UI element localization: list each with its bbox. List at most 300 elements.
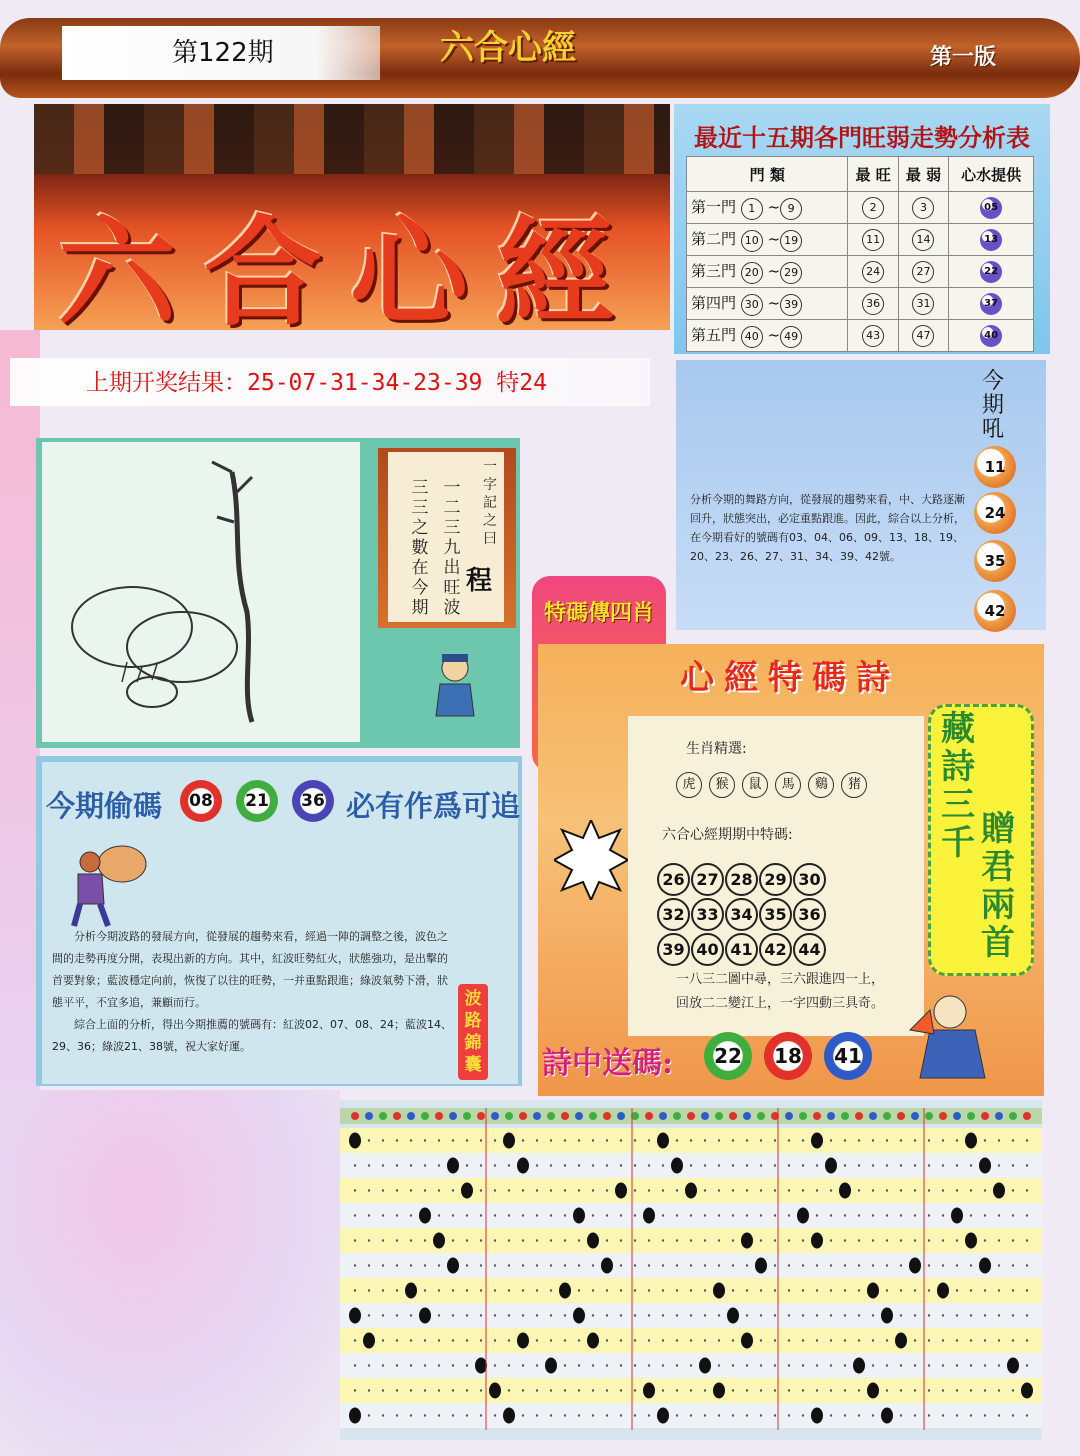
chart-header-ball (463, 1112, 471, 1120)
chart-grid-dot (928, 1339, 930, 1341)
chart-grid-dot (872, 1214, 874, 1216)
chart-grid-dot (536, 1414, 538, 1416)
chart-grid-dot (662, 1339, 664, 1341)
door-to: 9 (780, 198, 802, 220)
chart-grid-dot (592, 1389, 594, 1391)
chart-header-ball (981, 1112, 989, 1120)
chart-hit-mark (503, 1133, 515, 1149)
chart-grid-dot (746, 1139, 748, 1141)
chart-grid-dot (802, 1189, 804, 1191)
tip-number: 37 (980, 293, 1002, 315)
chart-grid-dot (1026, 1364, 1028, 1366)
chart-grid-dot (760, 1189, 762, 1191)
chart-header-ball (939, 1112, 947, 1120)
chart-grid-dot (970, 1264, 972, 1266)
chart-hit-mark (979, 1158, 991, 1174)
tip-number: 13 (980, 229, 1002, 251)
chart-grid-dot (1026, 1139, 1028, 1141)
chart-grid-dot (830, 1389, 832, 1391)
chart-grid-dot (914, 1389, 916, 1391)
chart-grid-dot (508, 1264, 510, 1266)
steal-ball: 36 (292, 780, 334, 822)
chart-hit-mark (573, 1308, 585, 1324)
chart-hit-mark (951, 1208, 963, 1224)
chart-grid-dot (998, 1264, 1000, 1266)
special-number: 35 (759, 898, 792, 931)
chart-grid-dot (998, 1364, 1000, 1366)
chart-grid-dot (690, 1164, 692, 1166)
chart-grid-dot (774, 1339, 776, 1341)
chart-hit-mark (671, 1158, 683, 1174)
chart-grid-dot (382, 1189, 384, 1191)
chart-hit-mark (657, 1408, 669, 1424)
chart-grid-dot (704, 1389, 706, 1391)
chart-grid-dot (466, 1164, 468, 1166)
chart-grid-dot (858, 1164, 860, 1166)
door-from: 1 (741, 198, 763, 220)
chart-grid-dot (494, 1164, 496, 1166)
chart-header-ball (617, 1112, 625, 1120)
chart-grid-dot (732, 1189, 734, 1191)
special-number: 28 (725, 863, 758, 896)
chart-grid-dot (382, 1139, 384, 1141)
chart-grid-dot (970, 1364, 972, 1366)
chart-grid-dot (648, 1339, 650, 1341)
chart-grid-dot (382, 1389, 384, 1391)
chart-grid-dot (578, 1364, 580, 1366)
chart-grid-dot (718, 1189, 720, 1191)
chart-grid-dot (382, 1164, 384, 1166)
chart-grid-dot (1026, 1264, 1028, 1266)
door-to: 29 (780, 262, 802, 284)
chart-grid-dot (1026, 1339, 1028, 1341)
chart-grid-dot (368, 1214, 370, 1216)
scholar-cartoon (430, 650, 480, 720)
door-to: 19 (780, 230, 802, 252)
chart-grid-dot (494, 1414, 496, 1416)
chart-grid-dot (704, 1414, 706, 1416)
chart-grid-dot (802, 1314, 804, 1316)
chart-hit-mark (839, 1183, 851, 1199)
chart-grid-dot (634, 1314, 636, 1316)
door-cell: 第四門 30 ~ 39 (687, 288, 848, 320)
chart-grid-dot (606, 1189, 608, 1191)
chart-grid-dot (382, 1289, 384, 1291)
chart-grid-dot (480, 1239, 482, 1241)
chart-grid-dot (718, 1264, 720, 1266)
chart-grid-dot (984, 1364, 986, 1366)
weak-number: 3 (912, 197, 934, 219)
chart-grid-dot (690, 1339, 692, 1341)
chart-grid-dot (956, 1314, 958, 1316)
chart-grid-dot (732, 1164, 734, 1166)
chart-grid-dot (480, 1264, 482, 1266)
chart-grid-dot (900, 1414, 902, 1416)
door-table-title: 最近十五期各門旺弱走勢分析表 (694, 123, 1030, 152)
chart-grid-dot (718, 1139, 720, 1141)
chart-grid-dot (900, 1189, 902, 1191)
chart-hit-mark (797, 1208, 809, 1224)
weak-number: 27 (912, 261, 934, 283)
chart-grid-dot (438, 1189, 440, 1191)
chart-grid-dot (998, 1214, 1000, 1216)
chart-header-ball (911, 1112, 919, 1120)
chart-grid-dot (410, 1314, 412, 1316)
chart-grid-dot (704, 1189, 706, 1191)
chart-grid-dot (886, 1289, 888, 1291)
chart-grid-dot (620, 1139, 622, 1141)
chart-grid-dot (662, 1389, 664, 1391)
chart-grid-dot (578, 1339, 580, 1341)
chart-grid-dot (970, 1339, 972, 1341)
chart-grid-dot (480, 1214, 482, 1216)
chart-hit-mark (741, 1333, 753, 1349)
chart-grid-dot (452, 1414, 454, 1416)
chart-grid-dot (536, 1214, 538, 1216)
chart-header-ball (519, 1112, 527, 1120)
chart-grid-dot (844, 1364, 846, 1366)
poem-title: 心經特碼詩 (680, 658, 900, 698)
chart-hit-mark (699, 1358, 711, 1374)
chart-grid-dot (550, 1289, 552, 1291)
chart-grid-dot (802, 1339, 804, 1341)
chart-grid-dot (928, 1314, 930, 1316)
dot-trend-chart (340, 1100, 1042, 1440)
chart-grid-dot (774, 1364, 776, 1366)
strong-number: 11 (862, 229, 884, 251)
special-numbers-label: 六合心經期期中特碼: (662, 827, 793, 843)
chart-hit-mark (1021, 1383, 1033, 1399)
chart-grid-dot (424, 1239, 426, 1241)
gift-ball: 18 (764, 1032, 812, 1080)
chart-grid-dot (606, 1414, 608, 1416)
chart-grid-dot (816, 1214, 818, 1216)
special-number: 32 (657, 898, 690, 931)
chart-grid-dot (984, 1389, 986, 1391)
chart-grid-dot (354, 1264, 356, 1266)
chart-grid-dot (928, 1264, 930, 1266)
chart-grid-dot (690, 1289, 692, 1291)
chart-grid-dot (690, 1364, 692, 1366)
chart-grid-dot (592, 1164, 594, 1166)
chart-grid-dot (872, 1339, 874, 1341)
chart-grid-dot (480, 1414, 482, 1416)
chart-grid-dot (984, 1189, 986, 1191)
chart-grid-dot (830, 1339, 832, 1341)
steal-ball: 21 (236, 780, 278, 822)
chart-grid-dot (802, 1414, 804, 1416)
chart-grid-dot (620, 1264, 622, 1266)
chart-grid-dot (956, 1389, 958, 1391)
chart-grid-dot (634, 1289, 636, 1291)
chart-grid-dot (606, 1339, 608, 1341)
chart-grid-dot (550, 1264, 552, 1266)
chart-grid-dot (396, 1139, 398, 1141)
door-name: 第二門 (691, 229, 737, 248)
special-number: 41 (725, 933, 758, 966)
chart-hit-mark (937, 1283, 949, 1299)
strong-cell (848, 224, 898, 256)
chart-grid-dot (984, 1239, 986, 1241)
col-header-strong: 最 旺 (848, 157, 898, 192)
chart-grid-dot (606, 1364, 608, 1366)
banner-title: 六合心經 (58, 203, 643, 342)
chart-grid-dot (928, 1289, 930, 1291)
chart-hit-mark (447, 1158, 459, 1174)
chart-grid-dot (676, 1339, 678, 1341)
chart-grid-dot (886, 1264, 888, 1266)
last-draw-result: 上期开奖结果：25-07-31-34-23-39 特24 (86, 370, 547, 396)
chart-grid-dot (550, 1189, 552, 1191)
steal-code-suffix: 必有作爲可追 (346, 789, 521, 823)
chart-hit-mark (419, 1308, 431, 1324)
chart-grid-dot (424, 1289, 426, 1291)
chart-grid-dot (844, 1264, 846, 1266)
chart-grid-dot (634, 1189, 636, 1191)
chart-grid-dot (844, 1414, 846, 1416)
chart-grid-dot (956, 1164, 958, 1166)
chart-grid-dot (690, 1314, 692, 1316)
chart-grid-dot (494, 1189, 496, 1191)
door-to: 39 (780, 294, 802, 316)
chart-grid-dot (998, 1414, 1000, 1416)
chart-header-ball (1009, 1112, 1017, 1120)
chart-grid-dot (928, 1414, 930, 1416)
chart-hit-mark (601, 1258, 613, 1274)
chart-grid-dot (648, 1364, 650, 1366)
chart-grid-dot (746, 1189, 748, 1191)
chart-grid-dot (872, 1414, 874, 1416)
chart-grid-dot (522, 1389, 524, 1391)
chart-grid-dot (942, 1364, 944, 1366)
chart-grid-dot (662, 1239, 664, 1241)
tree-sketch-illustration (42, 442, 360, 742)
chart-grid-dot (466, 1389, 468, 1391)
chart-grid-dot (774, 1164, 776, 1166)
chart-header-ball (673, 1112, 681, 1120)
chart-grid-dot (676, 1264, 678, 1266)
chart-grid-dot (858, 1414, 860, 1416)
chart-hit-mark (615, 1183, 627, 1199)
chart-hit-mark (1007, 1358, 1019, 1374)
chart-grid-dot (550, 1414, 552, 1416)
chart-grid-dot (900, 1214, 902, 1216)
chart-grid-dot (438, 1139, 440, 1141)
chart-grid-dot (802, 1389, 804, 1391)
chart-grid-dot (410, 1189, 412, 1191)
chart-grid-dot (1026, 1214, 1028, 1216)
chart-hit-mark (517, 1158, 529, 1174)
chart-grid-dot (704, 1339, 706, 1341)
chart-grid-dot (396, 1339, 398, 1341)
chart-grid-dot (816, 1164, 818, 1166)
col-header-weak: 最 弱 (898, 157, 948, 192)
chart-hit-mark (419, 1208, 431, 1224)
chart-grid-dot (760, 1339, 762, 1341)
chart-grid-dot (578, 1389, 580, 1391)
chart-grid-dot (914, 1339, 916, 1341)
chart-grid-dot (648, 1239, 650, 1241)
weak-cell (898, 320, 948, 352)
door-from: 10 (741, 230, 763, 252)
special-number: 26 (657, 863, 690, 896)
chart-grid-dot (844, 1164, 846, 1166)
chart-grid-dot (494, 1339, 496, 1341)
chart-grid-dot (508, 1389, 510, 1391)
chart-grid-dot (676, 1314, 678, 1316)
chart-grid-dot (760, 1239, 762, 1241)
chart-grid-dot (928, 1189, 930, 1191)
chart-grid-dot (774, 1414, 776, 1416)
issue-number: 第122期 (62, 26, 380, 80)
chart-grid-dot (522, 1364, 524, 1366)
chart-hit-mark (825, 1158, 837, 1174)
chart-grid-dot (956, 1289, 958, 1291)
chart-grid-dot (522, 1139, 524, 1141)
special-number: 33 (691, 898, 724, 931)
chart-grid-dot (620, 1364, 622, 1366)
chart-grid-dot (676, 1239, 678, 1241)
chart-grid-dot (536, 1339, 538, 1341)
strong-number: 24 (862, 261, 884, 283)
chart-grid-dot (956, 1139, 958, 1141)
chart-grid-dot (690, 1239, 692, 1241)
chart-grid-dot (676, 1364, 678, 1366)
chart-grid-dot (592, 1264, 594, 1266)
chart-grid-dot (788, 1389, 790, 1391)
chart-grid-dot (662, 1364, 664, 1366)
chart-hit-mark (979, 1258, 991, 1274)
chart-header-ball (953, 1112, 961, 1120)
chart-grid-dot (984, 1214, 986, 1216)
chart-hit-mark (587, 1233, 599, 1249)
chart-hit-mark (993, 1183, 1005, 1199)
chart-grid-dot (522, 1239, 524, 1241)
chart-grid-dot (676, 1189, 678, 1191)
chart-grid-dot (802, 1264, 804, 1266)
chart-grid-dot (1026, 1289, 1028, 1291)
chart-grid-dot (830, 1239, 832, 1241)
chart-grid-dot (438, 1389, 440, 1391)
chart-hit-mark (881, 1308, 893, 1324)
chart-grid-dot (788, 1314, 790, 1316)
chart-grid-dot (914, 1164, 916, 1166)
chart-header-ball (869, 1112, 877, 1120)
chart-grid-dot (886, 1164, 888, 1166)
special-number: 39 (657, 933, 690, 966)
chart-grid-dot (956, 1239, 958, 1241)
chart-grid-dot (1012, 1139, 1014, 1141)
chart-grid-dot (914, 1314, 916, 1316)
chart-grid-dot (858, 1389, 860, 1391)
chart-grid-dot (872, 1364, 874, 1366)
analysis-ball: 11 (974, 446, 1016, 488)
chart-grid-dot (410, 1264, 412, 1266)
chart-header-ball (645, 1112, 653, 1120)
chart-grid-dot (802, 1164, 804, 1166)
chart-grid-dot (746, 1164, 748, 1166)
chart-grid-dot (914, 1414, 916, 1416)
gift-numbers-label: 詩中送碼: (542, 1046, 674, 1081)
chart-grid-dot (956, 1414, 958, 1416)
col-header-tip: 心水提供 (949, 157, 1034, 192)
chart-grid-dot (452, 1139, 454, 1141)
chart-hit-mark (349, 1408, 361, 1424)
chart-grid-dot (396, 1264, 398, 1266)
zodiac-pick: 猴 (709, 772, 735, 798)
chart-grid-dot (396, 1289, 398, 1291)
chart-grid-dot (354, 1389, 356, 1391)
chart-header-ball (575, 1112, 583, 1120)
chart-grid-dot (438, 1314, 440, 1316)
chart-grid-dot (522, 1214, 524, 1216)
chart-grid-dot (606, 1164, 608, 1166)
chart-grid-dot (606, 1289, 608, 1291)
chart-grid-dot (816, 1389, 818, 1391)
door-cell: 第五門 40 ~ 49 (687, 320, 848, 352)
chart-header-ball (855, 1112, 863, 1120)
chart-hit-mark (643, 1383, 655, 1399)
chart-grid-dot (788, 1289, 790, 1291)
chart-hit-mark (909, 1258, 921, 1274)
chart-grid-dot (494, 1314, 496, 1316)
chart-grid-dot (522, 1264, 524, 1266)
chart-grid-dot (802, 1139, 804, 1141)
chart-header-ball (687, 1112, 695, 1120)
chart-header-ball (967, 1112, 975, 1120)
chart-grid-dot (774, 1314, 776, 1316)
chart-hit-mark (489, 1383, 501, 1399)
chart-grid-dot (788, 1414, 790, 1416)
chart-grid-dot (942, 1389, 944, 1391)
chart-grid-dot (690, 1264, 692, 1266)
chart-hit-mark (853, 1358, 865, 1374)
gift-ball: 22 (704, 1032, 752, 1080)
chart-grid-dot (830, 1289, 832, 1291)
chart-grid-dot (970, 1214, 972, 1216)
chart-grid-dot (900, 1139, 902, 1141)
chart-grid-dot (942, 1339, 944, 1341)
chart-grid-dot (536, 1264, 538, 1266)
chart-grid-dot (914, 1239, 916, 1241)
chart-grid-dot (788, 1214, 790, 1216)
chart-grid-dot (550, 1239, 552, 1241)
chart-grid-dot (592, 1364, 594, 1366)
chart-grid-dot (844, 1339, 846, 1341)
chart-grid-dot (718, 1339, 720, 1341)
chart-grid-dot (522, 1189, 524, 1191)
chart-grid-dot (844, 1314, 846, 1316)
chart-grid-dot (508, 1214, 510, 1216)
chart-grid-dot (928, 1139, 930, 1141)
chart-grid-dot (620, 1389, 622, 1391)
chart-grid-dot (802, 1239, 804, 1241)
chart-header-ball (505, 1112, 513, 1120)
chart-header-ball (841, 1112, 849, 1120)
chart-grid-dot (984, 1339, 986, 1341)
chart-grid-dot (578, 1414, 580, 1416)
chart-grid-dot (396, 1314, 398, 1316)
chart-grid-dot (564, 1139, 566, 1141)
steal-analysis-para-1: 分析今期波路的發展方向，從發展的趨勢來看，經過一陣的調整之後，波色之間的走勢再度分開，表現出新的方向。其中，紅波旺勢紅火，狀態強功，是出擊的首要對象；藍波穩定向前，恢復了以往的旺勢，一并重點跟進；綠波氣勢下滑，狀態平平，不宜多追，兼顧而行。 (52, 930, 448, 1009)
zodiac-pick-label: 生肖精選: (686, 741, 747, 757)
chart-grid-dot (382, 1414, 384, 1416)
special-numbers-grid (656, 862, 840, 967)
chart-grid-dot (942, 1214, 944, 1216)
chart-grid-dot (508, 1314, 510, 1316)
chart-grid-dot (788, 1239, 790, 1241)
chart-grid-dot (592, 1314, 594, 1316)
